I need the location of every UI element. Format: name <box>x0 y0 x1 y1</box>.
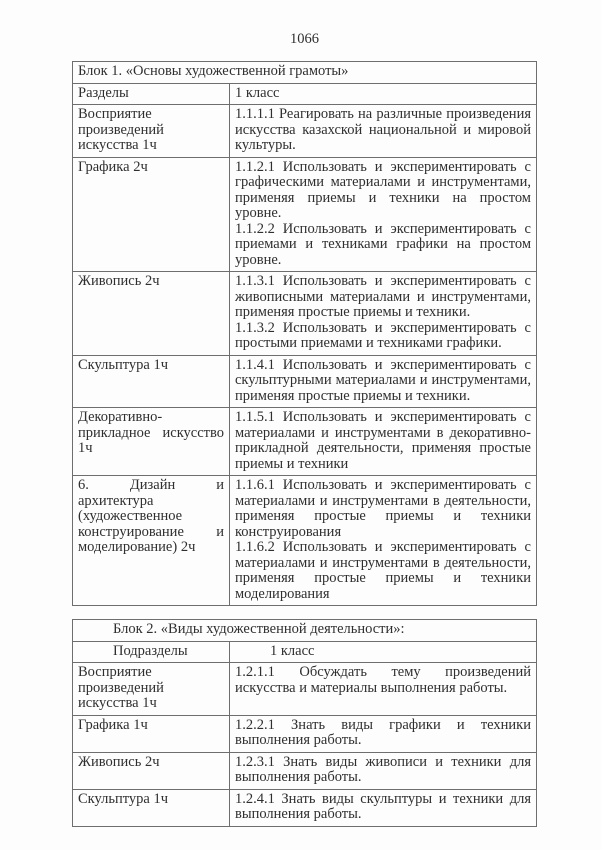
table-row <box>73 476 537 606</box>
block2-title: Блок 2. «Виды художественной деятельности»: <box>73 620 537 642</box>
objective-cell <box>230 105 537 158</box>
section-cell: Графика 1ч <box>73 715 230 752</box>
block1-table <box>72 61 537 606</box>
objective-paragraph: 1.1.2.1 Использовать и экспериментировать с графическими материалами и инструментами, применяя приемы и техники на простом уровне. <box>235 158 531 221</box>
document-page <box>0 31 602 850</box>
section-cell: Живопись 2ч <box>73 272 230 356</box>
column-header-grade: 1 класс <box>230 641 537 663</box>
section-cell: Графика 2ч <box>73 157 230 272</box>
objective-cell <box>230 663 537 716</box>
table-title-row <box>73 62 537 84</box>
objective-cell <box>230 789 537 826</box>
column-header-sections: Разделы <box>73 83 230 105</box>
column-header-grade: 1 класс <box>230 83 537 105</box>
section-cell: Живопись 2ч <box>73 752 230 789</box>
section-cell: Восприятие произведений искусства 1ч <box>73 663 230 716</box>
table-row <box>73 789 537 826</box>
objective-paragraph: 1.1.4.1 Использовать и экспериментировать с скульптурными материалами и инструментами, применяя простые приемы и техники. <box>235 356 531 404</box>
section-cell: Скульптура 1ч <box>73 789 230 826</box>
objective-cell <box>230 272 537 356</box>
section-cell: Восприятие произведений искусства 1ч <box>73 105 230 158</box>
page-number: 1066 <box>290 31 319 47</box>
table-row <box>73 752 537 789</box>
objective-paragraph: 1.1.3.2 Использовать и экспериментировать с простыми приемами и техниками графики. <box>235 319 531 351</box>
table-row <box>73 272 537 356</box>
objective-paragraph: 1.1.5.1 Использовать и экспериментировать с материалами и инструментами в декоративно-прикладной деятельности, применяя простые приемы и техники <box>235 409 531 472</box>
table-row <box>73 663 537 716</box>
table-row <box>73 105 537 158</box>
objective-paragraph: 1.2.4.1 Знать виды скульптуры и техники для выполнения работы. <box>235 790 531 822</box>
table-header-row <box>73 83 537 105</box>
block1-title: Блок 1. «Основы художественной грамоты» <box>73 62 537 84</box>
table-title-row <box>73 620 537 642</box>
objective-cell <box>230 355 537 408</box>
objective-paragraph: 1.2.3.1 Знать виды живописи и техники для выполнения работы. <box>235 753 531 785</box>
objective-paragraph: 1.1.6.1 Использовать и экспериментировать с материалами и инструментами в деятельности, применяя простые приемы и техники конструирования <box>235 477 531 540</box>
column-header-subsections: Подразделы <box>73 641 230 663</box>
table-row <box>73 715 537 752</box>
objective-paragraph: 1.2.1.1 Обсуждать тему произведений искусства и материалы выполнения работы. <box>235 664 531 696</box>
objective-paragraph: 1.1.1.1 Реагировать на различные произведения искусства казахской национальной и мировой культуры. <box>235 106 531 153</box>
table-row <box>73 408 537 476</box>
objective-cell <box>230 157 537 272</box>
section-cell: Скульптура 1ч <box>73 355 230 408</box>
objective-paragraph: 1.1.2.2 Использовать и экспериментировать с приемами и техниками графики на простом уровне. <box>235 220 531 268</box>
section-cell: 6. Дизайн и архитектура (художественное конструирование и моделирование) 2ч <box>73 476 230 606</box>
block2-table <box>72 619 537 827</box>
objective-paragraph: 1.2.2.1 Знать виды графики и техники выполнения работы. <box>235 716 531 748</box>
table-row <box>73 355 537 408</box>
objective-cell <box>230 715 537 752</box>
table-row <box>73 157 537 272</box>
objective-cell <box>230 752 537 789</box>
section-cell: Декоративно-прикладное искусство 1ч <box>73 408 230 476</box>
objective-cell <box>230 476 537 606</box>
objective-paragraph: 1.1.6.2 Использовать и экспериментировать с материалами и инструментами в деятельности, применяя простые приемы и техники моделирования <box>235 539 531 602</box>
table-header-row <box>73 641 537 663</box>
objective-cell <box>230 408 537 476</box>
objective-paragraph: 1.1.3.1 Использовать и экспериментировать с живописными материалами и инструментами, применяя простые приемы и техники. <box>235 273 531 320</box>
